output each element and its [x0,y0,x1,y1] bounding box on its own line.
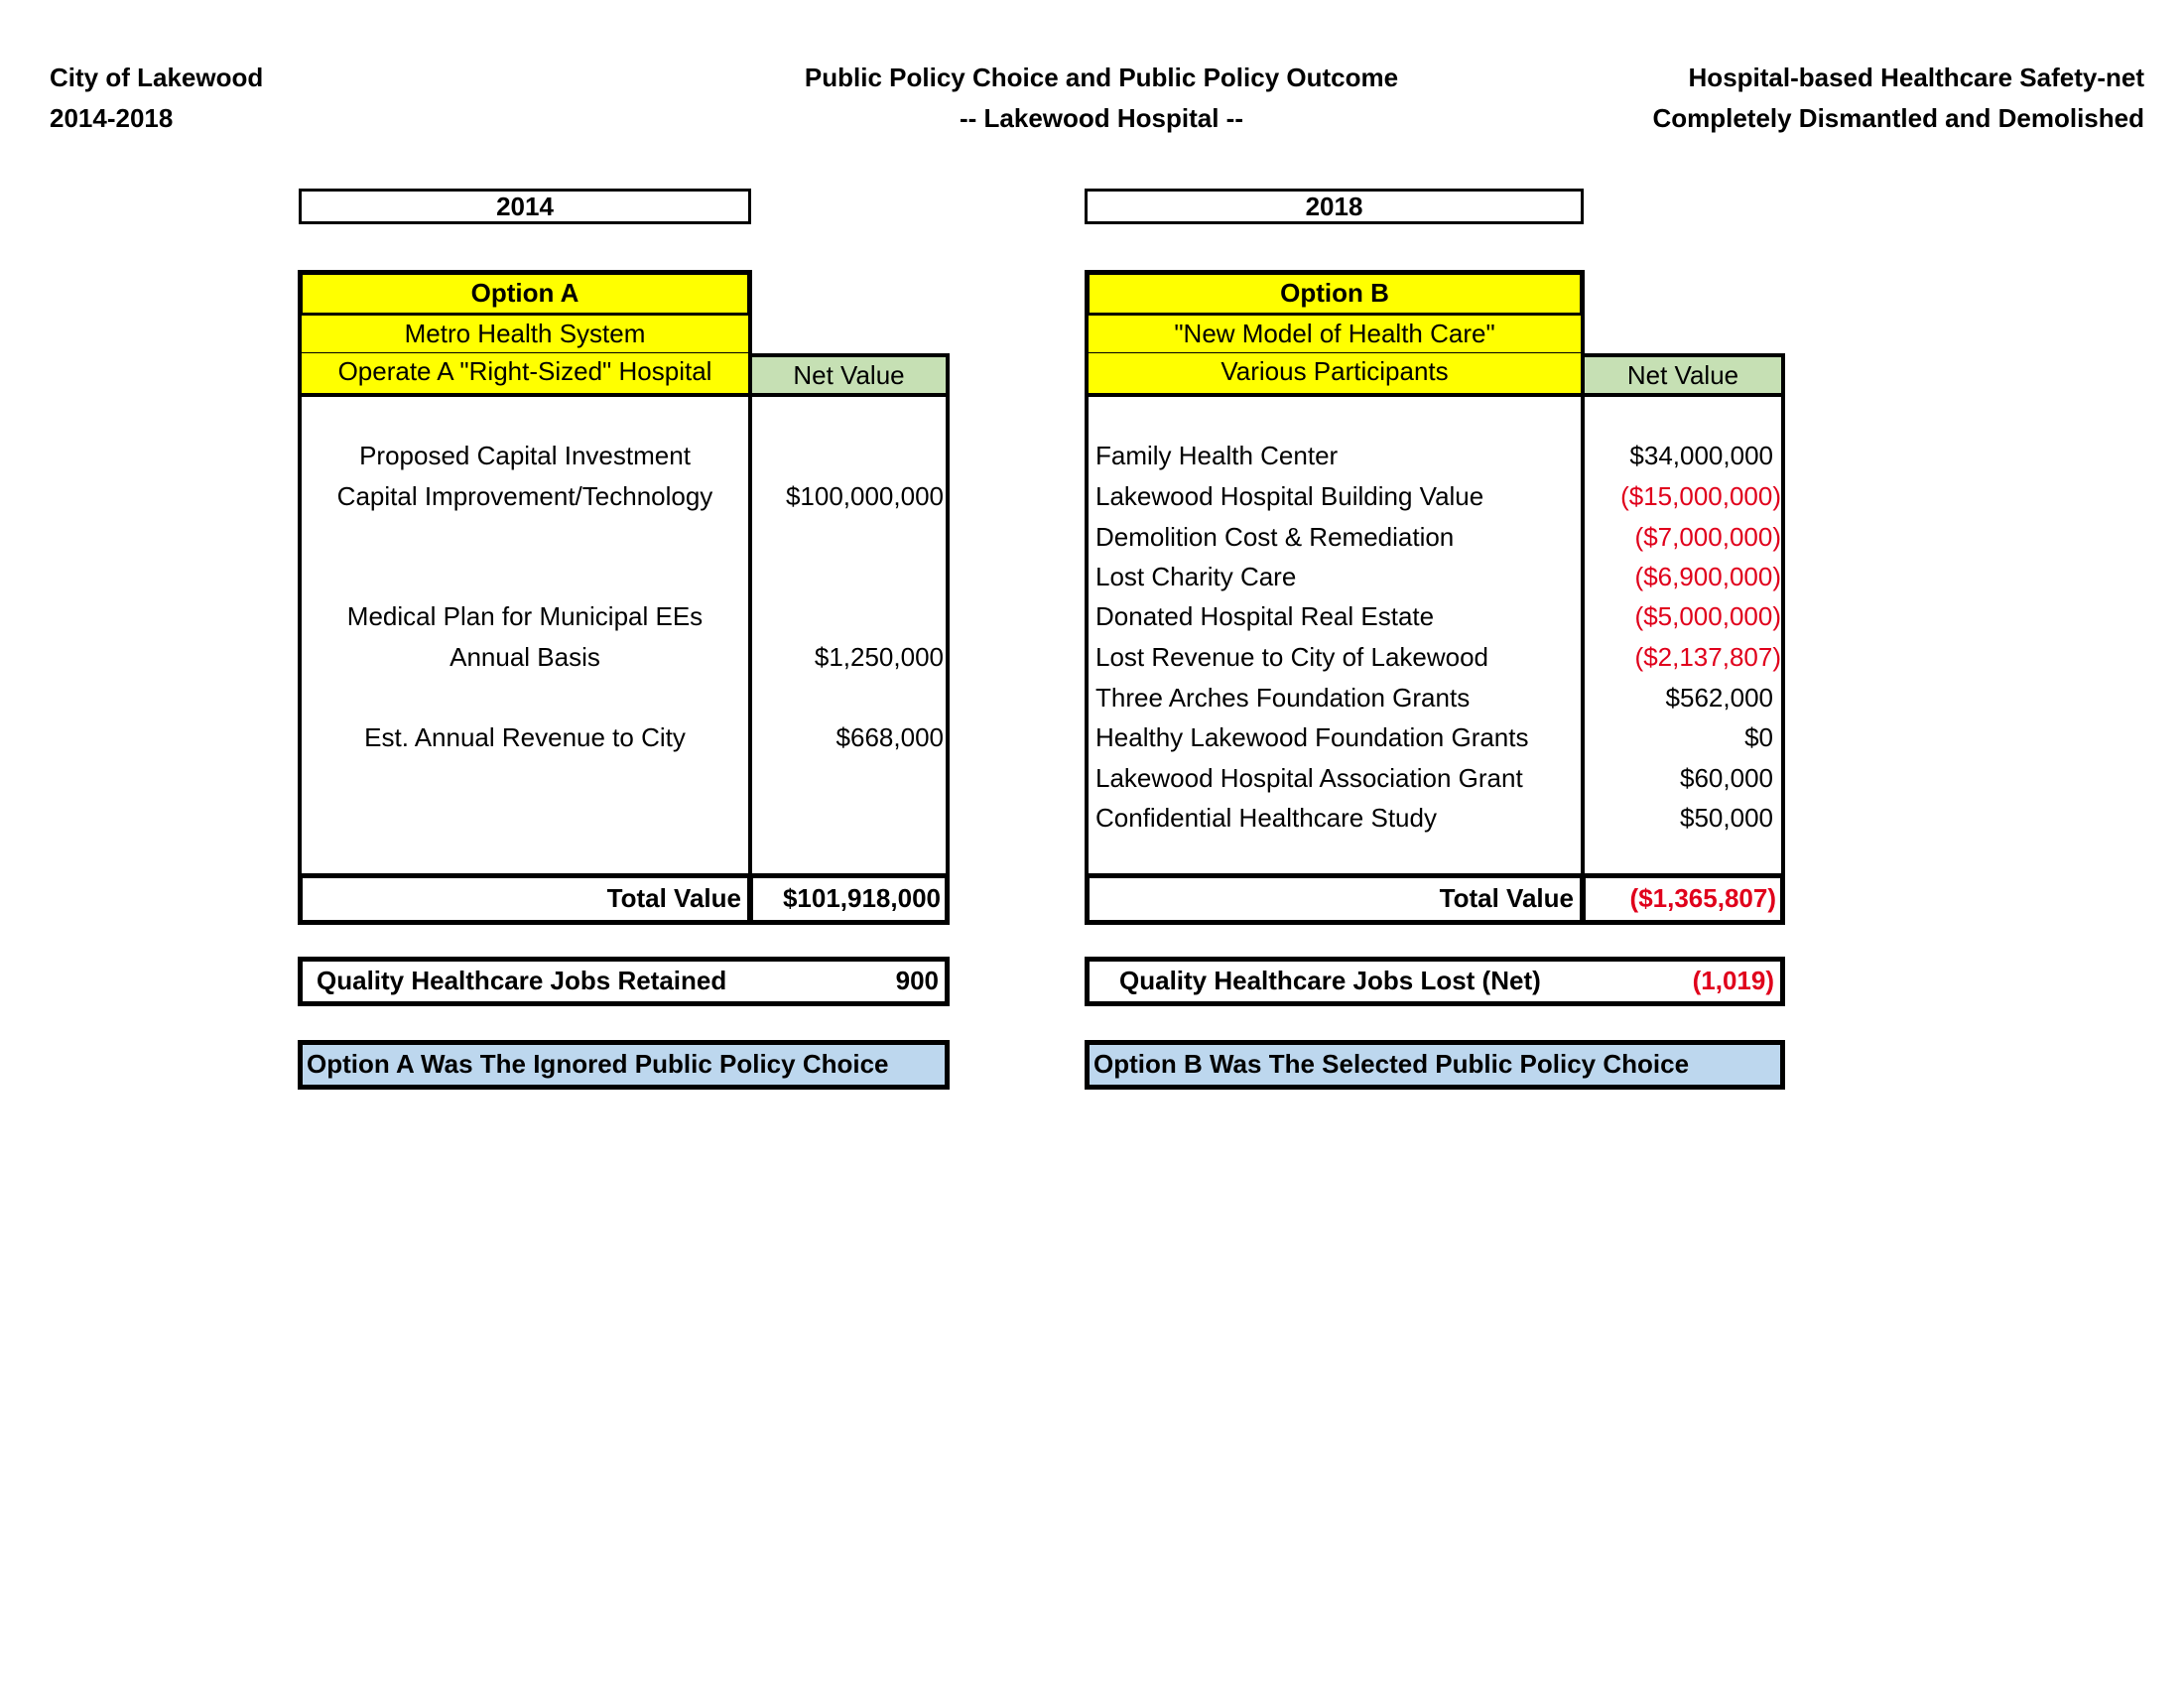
option-b-title: Option B [1085,270,1585,318]
option-b-jobs-label: Quality Healthcare Jobs Lost (Net) [1119,966,1541,995]
option-b-item-label: Lost Charity Care [1095,562,1297,591]
option-a-item-label: Annual Basis [450,642,600,672]
option-a-item-label: Capital Improvement/Technology [336,481,713,511]
option-b-item-value-negative: ($5,000,000) [1634,601,1781,631]
date-range: 2014-2018 [50,103,174,133]
option-b-description: Various Participants [1085,353,1585,397]
option-b-item-label: Family Health Center [1095,441,1339,470]
option-b-subtitle: "New Model of Health Care" [1085,316,1585,355]
option-b-item-label: Demolition Cost & Remediation [1095,522,1455,552]
option-b-year: 2018 [1085,189,1584,224]
option-b-item-label: Confidential Healthcare Study [1095,803,1437,833]
option-b-item-value: $34,000,000 [1629,441,1773,470]
page-title: Public Policy Choice and Public Policy Outcome [804,63,1399,92]
option-b-item-value-negative: ($2,137,807) [1634,642,1781,672]
option-a-item-label: Proposed Capital Investment [359,441,691,470]
header-right [1652,58,2144,139]
option-a-item-value: $100,000,000 [785,481,944,511]
option-b-item-value-negative: ($7,000,000) [1634,522,1781,552]
option-a-item-label: Est. Annual Revenue to City [364,722,686,752]
option-a-jobs-label: Quality Healthcare Jobs Retained [317,966,727,995]
option-b-item-label: Lost Revenue to City of Lakewood [1095,642,1489,672]
option-a-net-value-header: Net Value [748,353,950,397]
org-name: City of Lakewood [50,63,264,92]
option-a-title: Option A [298,270,752,318]
option-b-choice-banner: Option B Was The Selected Public Policy Choice [1085,1040,1785,1090]
option-a-subtitle: Metro Health System [298,316,752,355]
option-b-item-value: $50,000 [1680,803,1773,833]
header-right-line-2: Completely Dismantled and Demolished [1652,103,2144,133]
option-a-year: 2014 [299,189,751,224]
option-a-description: Operate A "Right-Sized" Hospital [298,353,752,397]
option-b-item-value-negative: ($15,000,000) [1620,481,1781,511]
option-b-item-label: Healthy Lakewood Foundation Grants [1095,722,1529,752]
option-b-item-value: $562,000 [1665,683,1773,713]
option-b-item-value: $60,000 [1680,763,1773,793]
option-a-value-column [748,395,950,875]
header-right-line-1: Hospital-based Healthcare Safety-net [1688,63,2144,92]
option-a-total-value: $101,918,000 [748,873,950,925]
option-a-item-value: $1,250,000 [814,642,944,672]
option-a-choice-banner: Option A Was The Ignored Public Policy Choice [298,1040,950,1090]
option-a-jobs-box [298,957,950,1006]
option-a-total-label: Total Value [298,873,752,925]
option-b-total-label: Total Value [1085,873,1585,925]
option-b-item-label: Three Arches Foundation Grants [1095,683,1471,713]
header-center [774,58,1429,139]
option-a-item-value: $668,000 [835,722,944,752]
option-b-total-value: ($1,365,807) [1581,873,1785,925]
option-b-item-label: Lakewood Hospital Association Grant [1095,763,1523,793]
option-b-jobs-box [1085,957,1785,1006]
header-left [50,58,263,139]
option-b-item-label: Lakewood Hospital Building Value [1095,481,1484,511]
option-a-jobs-value: 900 [895,966,939,995]
option-b-item-value: $0 [1744,722,1773,752]
option-b-jobs-value: (1,019) [1692,966,1774,995]
option-a-item-label: Medical Plan for Municipal EEs [346,601,704,631]
option-b-item-label: Donated Hospital Real Estate [1095,601,1435,631]
option-b-net-value-header: Net Value [1581,353,1785,397]
option-b-item-value-negative: ($6,900,000) [1634,562,1781,591]
page-subtitle: -- Lakewood Hospital -- [960,103,1243,133]
